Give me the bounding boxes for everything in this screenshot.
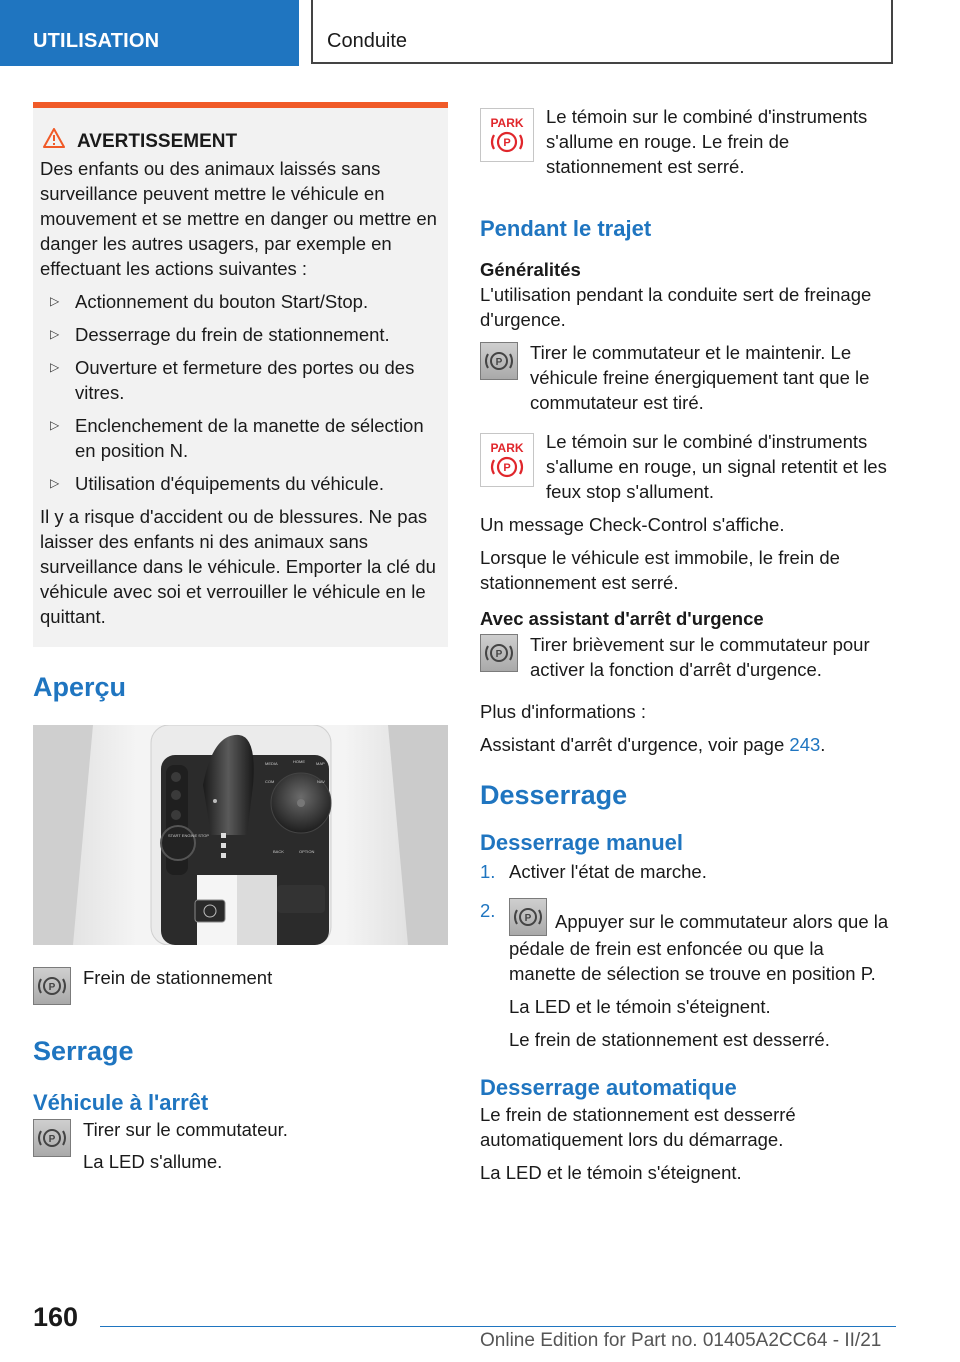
- subheading-generalites: Généralités: [480, 259, 581, 280]
- list-item: ▷ Actionnement du bouton Start/Stop.: [50, 291, 369, 312]
- step-item: 1. Activer l'état de marche.: [480, 861, 707, 882]
- list-item: ▷ Enclenchement de la manette de sélection en position N.: [50, 415, 424, 461]
- svg-text:P: P: [48, 982, 56, 993]
- section-tab: [0, 0, 299, 66]
- right-column: [480, 104, 895, 1185]
- page-number: 160: [33, 1302, 79, 1332]
- subheading-vehicule-arret: Véhicule à l'arrêt: [33, 1090, 209, 1115]
- triangle-bullet-icon: ▷: [50, 294, 60, 308]
- heading-serrage: Serrage: [33, 1036, 134, 1066]
- photo-label-map: MAP: [316, 761, 325, 766]
- more-info: Plus d'informations :: [480, 701, 646, 722]
- assist-row: [480, 632, 895, 682]
- parking-brake-caption-row: [33, 965, 448, 1005]
- step-note-1: La LED et le témoin s'éteignent.: [509, 996, 771, 1017]
- trajet-pull-row: [480, 340, 895, 415]
- warning-intro: Des enfants ou des animaux laissés sans surveillance peuvent mettre le véhicule en mouvement et se mettre en danger ou mettre en danger les autres usagers, par exemple en effectuant les actions suivantes :: [40, 158, 437, 279]
- warning-triangle-icon: [43, 128, 65, 155]
- svg-text:P: P: [495, 357, 503, 368]
- svg-text:P: P: [48, 1134, 56, 1145]
- subheading-desserrage-auto: Desserrage automatique: [480, 1075, 737, 1100]
- serrage-park-row: [480, 104, 895, 179]
- page-link-243[interactable]: 243: [789, 734, 821, 755]
- photo-label-nav: NAV: [317, 779, 325, 784]
- photo-label-home: HOME: [293, 759, 305, 764]
- svg-text:P: P: [495, 649, 503, 660]
- trajet-check-control: Un message Check-Control s'affiche.: [480, 514, 785, 535]
- warning-header: [43, 128, 441, 155]
- warning-title: AVERTISSEMENT: [77, 131, 238, 152]
- photo-label-option: OPTION: [299, 849, 315, 854]
- subheading-assistant: Avec assistant d'arrêt d'urgence: [480, 608, 764, 629]
- list-item: ▷ Ouverture et fermeture des portes ou des vitres.: [50, 357, 415, 403]
- step-note-2: Le frein de stationnement est desserré.: [509, 1029, 830, 1050]
- footer-edition: Online Edition for Part no. 01405A2CC64 - II/21: [480, 1330, 882, 1351]
- serrage-park-text: Le témoin sur le combiné d'instruments s'allume en rouge. Le frein de stationnement est serré.: [546, 106, 868, 177]
- reference-line: Assistant d'arrêt d'urgence, voir page 243.: [480, 734, 826, 755]
- parking-brake-switch-icon: [33, 1119, 71, 1157]
- serrage-line-1: Tirer sur le commutateur.: [83, 1119, 288, 1140]
- trajet-park-text: Le témoin sur le combiné d'instruments s'allume en rouge, un signal retentit et les feux stop s'allument.: [546, 431, 887, 502]
- triangle-bullet-icon: ▷: [50, 418, 60, 432]
- auto-text: Le frein de stationnement est desserré automatiquement lors du démarrage.: [480, 1104, 796, 1150]
- step-item: 2. P Appuyer sur le commutateur alors que la pédale de frein est enfoncée ou que la manette de sélection se trouve en position P. La LED et le témoin s'éteignent. Le frein de stationnement est desserré.: [480, 898, 895, 1052]
- photo-label-com: COM: [265, 779, 275, 784]
- left-column: [33, 102, 448, 1174]
- triangle-bullet-icon: ▷: [50, 327, 60, 341]
- section-title: UTILISATION: [33, 30, 160, 52]
- auto-note: La LED et le témoin s'éteignent.: [480, 1162, 742, 1183]
- photo-label-start: START ENGINE STOP: [168, 833, 210, 838]
- list-item: ▷ Utilisation d'équipements du véhicule.: [50, 473, 384, 494]
- triangle-bullet-icon: ▷: [50, 360, 60, 374]
- svg-text:P: P: [503, 137, 511, 149]
- svg-text:P: P: [524, 913, 532, 924]
- park-indicator-icon: [480, 108, 534, 162]
- heading-desserrage: Desserrage: [480, 780, 628, 810]
- photo-caption: Frein de stationnement: [83, 967, 273, 988]
- svg-text:PARK: PARK: [490, 116, 524, 130]
- serrage-line-2: La LED s'allume.: [83, 1151, 223, 1172]
- trajet-pull-text: Tirer le commutateur et le maintenir. Le véhicule freine énergiquement tant que le commutateur est tiré.: [530, 342, 870, 413]
- parking-brake-switch-icon: [33, 967, 71, 1005]
- assist-text: Tirer brièvement sur le commutateur pour activer la fonction d'arrêt d'urgence.: [530, 634, 870, 680]
- parking-brake-switch-icon: [509, 898, 547, 936]
- warning-list: [40, 289, 441, 496]
- parking-brake-switch-icon: [480, 342, 518, 380]
- subheading-desserrage-manuel: Desserrage manuel: [480, 830, 683, 855]
- park-indicator-icon: [480, 433, 534, 487]
- photo-label-media: MEDIA: [265, 761, 278, 766]
- list-item: ▷ Desserrage du frein de stationnement.: [50, 324, 390, 345]
- photo-label-back: BACK: [273, 849, 284, 854]
- triangle-bullet-icon: ▷: [50, 476, 60, 490]
- parking-brake-switch-icon: [480, 634, 518, 672]
- trajet-park-row: [480, 429, 895, 504]
- serrage-instruction-row: [33, 1117, 448, 1174]
- footer-divider: [100, 1326, 896, 1327]
- console-photo: [33, 725, 448, 945]
- svg-text:PARK: PARK: [490, 441, 524, 455]
- heading-apercu: Aperçu: [33, 672, 127, 702]
- chapter-title: Conduite: [327, 30, 408, 52]
- desserrage-steps: [480, 859, 895, 1052]
- heading-pendant-trajet: Pendant le trajet: [480, 216, 652, 241]
- trajet-immobile: Lorsque le véhicule est immobile, le frein de stationnement est serré.: [480, 547, 840, 593]
- warning-outro: Il y a risque d'accident ou de blessures. Ne pas laisser des enfants ni des animaux sans surveillance dans le véhicule. Emporter la clé du véhicule avec soi et verrouiller le véhicule en le quittant.: [40, 506, 436, 627]
- svg-text:P: P: [503, 462, 511, 474]
- chapter-tab: [311, 0, 893, 64]
- warning-box: [33, 102, 448, 647]
- trajet-text-1: L'utilisation pendant la conduite sert de freinage d'urgence.: [480, 284, 872, 330]
